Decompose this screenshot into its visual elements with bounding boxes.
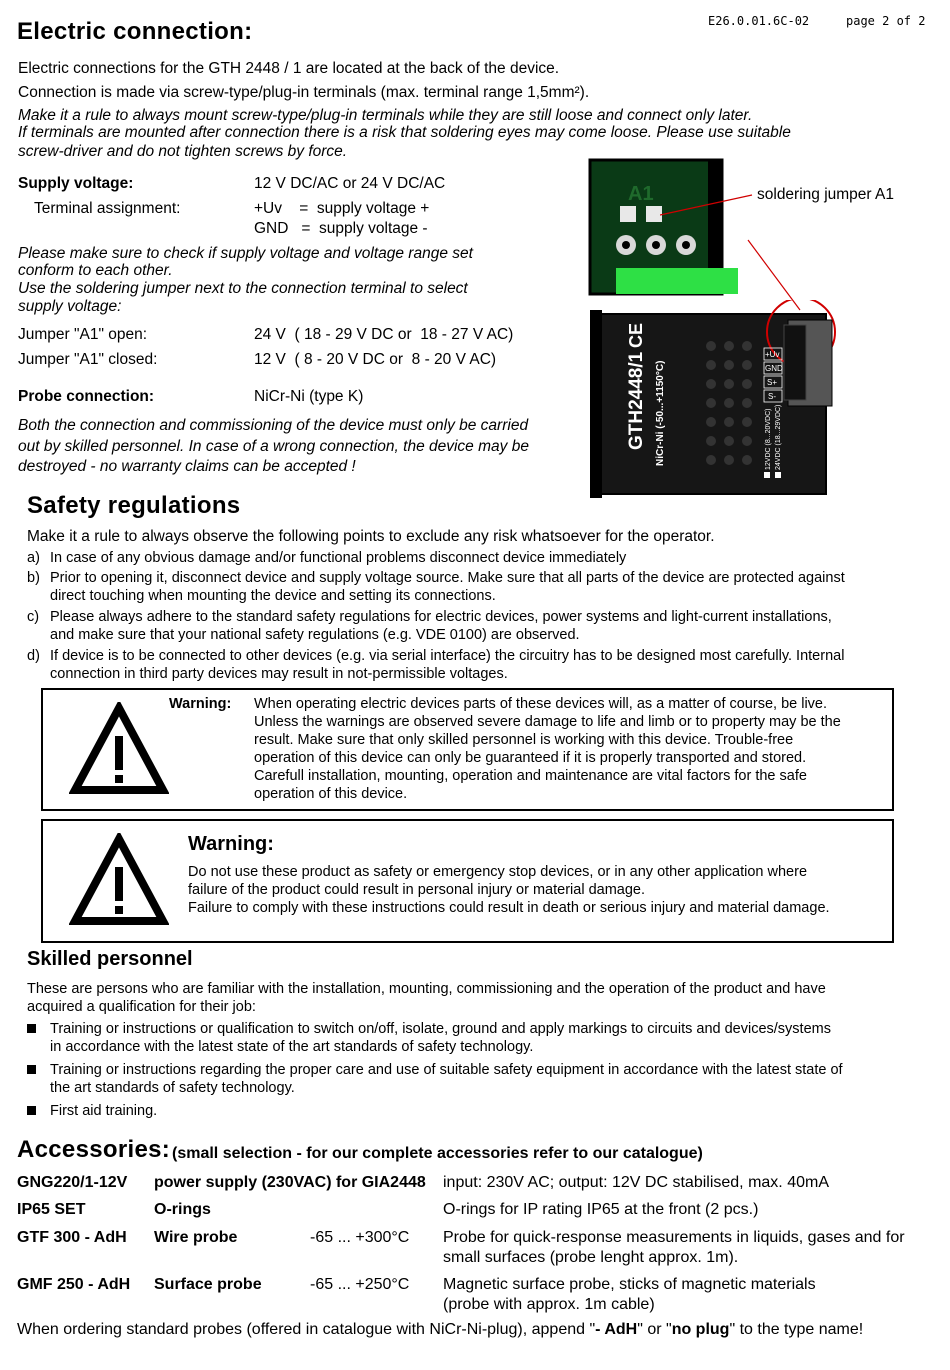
warning-1-line: When operating electric devices parts of these devices will, as a matter of course, be live.	[254, 696, 828, 712]
connection-warning-2: out by skilled personnel. In case of a wrong connection, the device may be	[18, 438, 529, 455]
warning-triangle-icon	[69, 702, 169, 796]
skilled-bullet-line: the art standards of safety technology.	[50, 1080, 295, 1096]
warning-box-1	[41, 688, 894, 811]
skilled-bullet-line: Training or instructions or qualification to switch on/off, isolate, ground and apply markings to circuits and devices/systems	[50, 1021, 831, 1037]
voltage-12v-label: 12VDC (8...20VDC)	[765, 408, 772, 470]
safety-item-line: Please always adhere to the standard safety regulations for electric devices, power systems and light-current installations,	[50, 609, 832, 625]
supply-note-3: Use the soldering jumper next to the connection terminal to select	[18, 280, 468, 297]
terminal-s-plus: S+	[767, 378, 778, 387]
device-model: GTH2448/1	[626, 351, 647, 450]
warning-triangle-icon	[69, 833, 169, 927]
skilled-bullet-line: First aid training.	[50, 1103, 158, 1119]
jumper-open-value: 24 V ( 18 - 29 V DC or 18 - 27 V AC)	[254, 326, 514, 343]
warning-1-line: Unless the warnings are observed severe damage to life and limb or to property may be the	[254, 714, 841, 730]
accessories-footer	[17, 1321, 863, 1339]
skilled-bullet-line: Training or instructions regarding the proper care and use of suitable safety equipment in accordance with the latest state of	[50, 1062, 843, 1078]
safety-item-key: d)	[27, 648, 40, 664]
accessory-name: power supply (230VAC) for GIA2448	[154, 1174, 426, 1191]
electric-para-3a: Make it a rule to always mount screw-type/plug-in terminals while they are still loose and connect only later.	[18, 107, 753, 124]
accessory-desc: input: 230V AC; output: 12V DC stabilised, max. 40mA	[443, 1174, 829, 1191]
electric-para-3b: If terminals are mounted after connection there is a risk that soldering eyes may come loose. Please use suitable	[18, 124, 791, 141]
safety-item-key: c)	[27, 609, 40, 625]
warning-1-line: Carefull installation, mounting, operation and maintenance are vital factors for the safe	[254, 768, 807, 784]
safety-item	[27, 549, 907, 569]
accessory-code: GNG220/1-12V	[17, 1174, 128, 1191]
accessory-name: Wire probe	[154, 1229, 238, 1246]
supply-voltage-label: Supply voltage:	[18, 175, 134, 192]
accessory-range: -65 ... +250°C	[310, 1276, 410, 1293]
safety-item	[27, 647, 907, 686]
safety-item-line: Prior to opening it, disconnect device and supply voltage source. Make sure that all parts of the device are protected against	[50, 570, 845, 586]
terminal-assignment-1: +Uv = supply voltage +	[254, 200, 430, 217]
accessory-range: -65 ... +300°C	[310, 1229, 410, 1246]
supply-note-1: Please make sure to check if supply voltage and voltage range set	[18, 245, 473, 262]
accessory-desc: (probe with approx. 1m cable)	[443, 1296, 655, 1313]
jumper-open-label: Jumper "A1" open:	[18, 326, 148, 343]
safety-intro: Make it a rule to always observe the following points to exclude any risk whatsoever for the operator.	[27, 528, 715, 545]
warning-1-line: operation of this device.	[254, 786, 408, 802]
device-back-illustration	[588, 300, 838, 500]
warning-2-line: Failure to comply with these instructions could result in death or serious injury and material damage.	[188, 900, 830, 916]
section-title-safety: Safety regulations	[27, 492, 241, 519]
section-title-electric: Electric connection:	[17, 18, 253, 45]
accessory-code: IP65 SET	[17, 1201, 86, 1218]
supply-voltage-value: 12 V DC/AC or 24 V DC/AC	[254, 175, 446, 192]
electric-para-3c: screw-driver and do not tighten screws by force.	[18, 143, 348, 160]
accessory-code: GMF 250 - AdH	[17, 1276, 131, 1293]
safety-list	[27, 549, 907, 686]
supply-note-4: supply voltage:	[18, 298, 122, 315]
terminal-s-minus: S-	[768, 392, 776, 401]
terminal-gnd: GND	[765, 364, 783, 373]
safety-item-line: and make sure that your national safety regulations (e.g. VDE 0100) are observed.	[50, 627, 580, 643]
accessory-code: GTF 300 - AdH	[17, 1229, 127, 1246]
terminal-uv: +Uv	[765, 350, 780, 359]
accessory-desc: Probe for quick-response measurements in liquids, gases and for	[443, 1229, 905, 1246]
warning-2-title: Warning:	[188, 833, 274, 855]
skilled-bullet-line: in accordance with the latest state of the art standards of safety technology.	[50, 1039, 534, 1055]
section-title-accessories: Accessories:	[17, 1136, 171, 1163]
accessories-subtitle: (small selection - for our complete accessories refer to our catalogue)	[172, 1145, 703, 1162]
warning-2-line: failure of the product could result in personal injury or material damage.	[188, 882, 645, 898]
device-range: NiCr-Ni (-50...+1150°C)	[655, 360, 666, 466]
voltage-24v-label: 24VDC (18...29VDC)	[775, 404, 782, 470]
section-title-skilled: Skilled personnel	[27, 948, 193, 970]
skilled-intro-1: These are persons who are familiar with the installation, mounting, commissioning and the operation of the product and have	[27, 981, 826, 997]
connection-warning-3: destroyed - no warranty claims can be accepted !	[18, 458, 356, 475]
electric-para-2: Connection is made via screw-type/plug-in terminals (max. terminal range 1,5mm²).	[18, 84, 590, 101]
accessory-desc: Magnetic surface probe, sticks of magnetic materials	[443, 1276, 816, 1293]
accessory-desc: O-rings for IP rating IP65 at the front (2 pcs.)	[443, 1201, 759, 1218]
footer-text: " to the type name!	[729, 1321, 864, 1338]
accessory-desc: small surfaces (probe lenght approx. 1m).	[443, 1249, 739, 1266]
probe-connection-label: Probe connection:	[18, 388, 155, 405]
bullet-icon	[27, 1106, 36, 1115]
warning-1-line: result. Make sure that only skilled personnel is working with this device. Trouble-free	[254, 732, 794, 748]
jumper-closed-value: 12 V ( 8 - 20 V DC or 8 - 20 V AC)	[254, 351, 497, 368]
accessory-name: O-rings	[154, 1201, 211, 1218]
safety-item-line: In case of any obvious damage and/or functional problems disconnect device immediately	[50, 550, 627, 566]
safety-item-line: If device is to be connected to other devices (e.g. via serial interface) the circuitry has to be designed most carefully. Internal	[50, 648, 845, 664]
jumper-closed-label: Jumper "A1" closed:	[18, 351, 158, 368]
safety-item	[27, 608, 907, 647]
bullet-icon	[27, 1024, 36, 1033]
safety-item	[27, 569, 907, 608]
footer-text: When ordering standard probes (offered in catalogue with NiCr-Ni-plug), append "	[17, 1321, 596, 1338]
warning-1-label: Warning:	[169, 696, 232, 712]
warning-1-line: operation of this device can only be guaranteed if it is properly transported and stored.	[254, 750, 807, 766]
warning-2-line: Do not use these product as safety or emergency stop devices, or in any other application where	[188, 864, 808, 880]
safety-item-line: direct touching when mounting the device and setting its connections.	[50, 588, 496, 604]
safety-item-key: a)	[27, 550, 40, 566]
pcb-label: A1	[628, 183, 654, 205]
probe-connection-value: NiCr-Ni (type K)	[254, 388, 364, 405]
connection-warning-1: Both the connection and commissioning of the device must only be carried	[18, 417, 529, 434]
warning-box-2	[41, 819, 894, 943]
supply-note-2: conform to each other.	[18, 262, 173, 279]
accessory-name: Surface probe	[154, 1276, 262, 1293]
bullet-icon	[27, 1065, 36, 1074]
page-number: page 2 of 2	[846, 14, 926, 28]
footer-bold-adh: - AdH	[595, 1321, 638, 1338]
terminal-assignment-label: Terminal assignment:	[34, 200, 181, 217]
safety-item-key: b)	[27, 570, 40, 586]
ce-mark: CE	[626, 322, 646, 348]
electric-para-1: Electric connections for the GTH 2448 / 1 are located at the back of the device.	[18, 60, 560, 77]
terminal-assignment-2: GND = supply voltage -	[254, 220, 428, 237]
jumper-caption: soldering jumper A1	[757, 186, 894, 203]
footer-text: " or "	[637, 1321, 672, 1338]
safety-item-line: connection in third party devices may result in not-permissible voltages.	[50, 666, 508, 682]
footer-bold-noplug: no plug	[671, 1321, 730, 1338]
skilled-intro-2: acquired a qualification for their job:	[27, 999, 256, 1015]
document-code: E26.0.01.6C-02	[708, 14, 810, 28]
